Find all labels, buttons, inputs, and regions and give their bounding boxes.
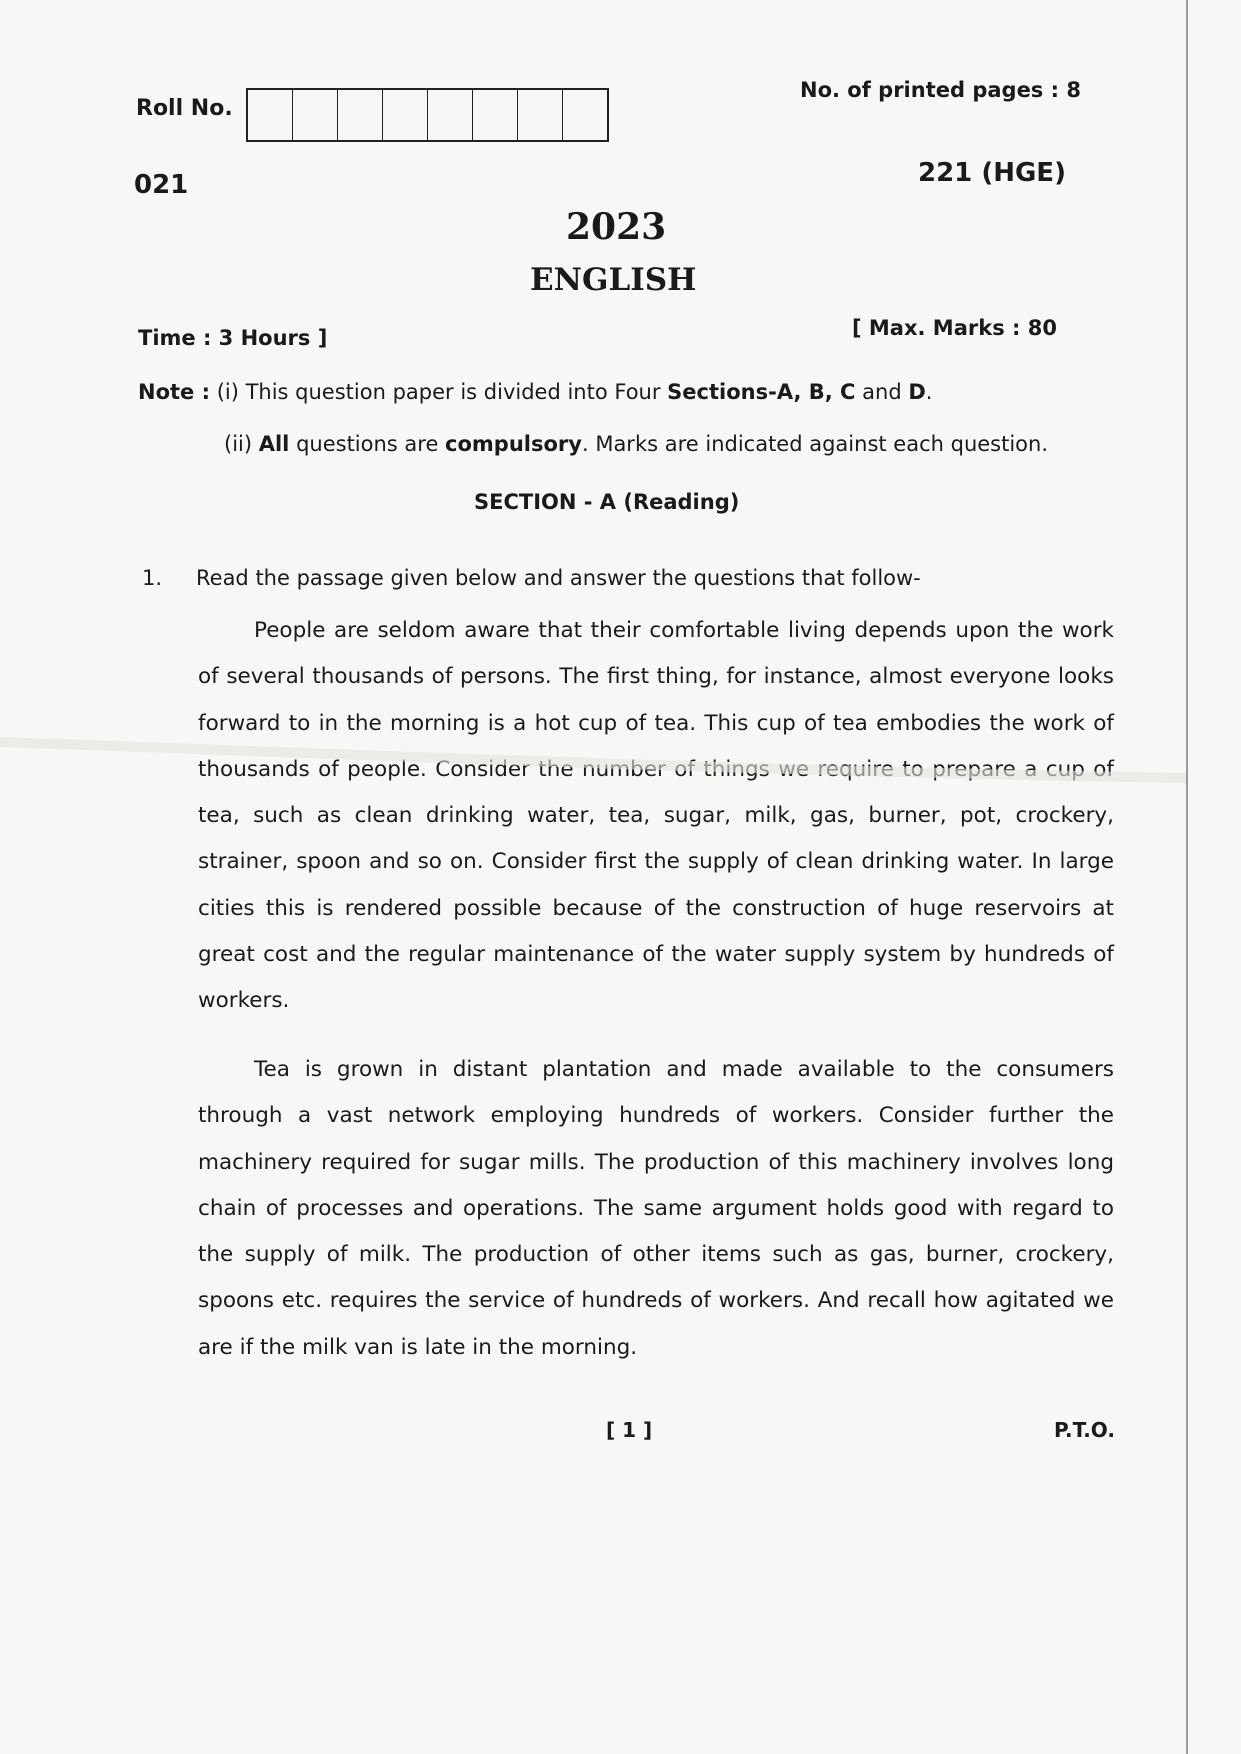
- note-2-mid: questions are: [289, 432, 446, 456]
- note-line-1: [138, 380, 932, 404]
- roll-number-label: Roll No.: [136, 96, 233, 121]
- section-a-heading: SECTION - A (Reading): [474, 490, 740, 514]
- note-line-2: [224, 432, 1048, 456]
- roll-number-box: [473, 90, 518, 140]
- please-turn-over: P.T.O.: [1054, 1418, 1115, 1442]
- paper-code: 221 (HGE): [918, 158, 1066, 188]
- passage-paragraph-2: [198, 1047, 1114, 1371]
- roll-number-box: [338, 90, 383, 140]
- paper-edge-line: [1186, 0, 1188, 1754]
- roll-number-box: [383, 90, 428, 140]
- note-1-text: (i) This question paper is divided into Four: [216, 380, 668, 404]
- exam-year: 2023: [566, 206, 667, 248]
- time-allowed: Time : 3 Hours ]: [138, 326, 328, 350]
- passage-paragraph-1: [198, 608, 1114, 1025]
- passage-paragraph-1-text: People are seldom aware that their comfortable living depends upon the work of several thousands of persons. The first thing, for instance, almost everyone looks forward to in the morning is a hot cup of tea. This cup of tea embodies the work of thousands of people. Consider the number of things we require to prepare a cup of tea, such as clean drinking water, tea, sugar, milk, gas, burner, pot, crockery, strainer, spoon and so on. Consider first the supply of clean drinking water. In large cities this is rendered possible because of the construction of huge reservoirs at great cost and the regular maintenance of the water supply system by hundreds of workers.: [198, 618, 1114, 1014]
- note-label: Note :: [138, 380, 210, 404]
- roll-number-box: [428, 90, 473, 140]
- roll-number-box: [293, 90, 338, 140]
- passage-paragraph-2-text: Tea is grown in distant plantation and made available to the consumers through a vast network employing hundreds of workers. Consider further the machinery required for sugar mills. The production of this machinery involves long chain of processes and operations. The same argument holds good with regard to the supply of milk. The production of other items such as gas, burner, crockery, spoons etc. requires the service of hundreds of workers. And recall how agitated we are if the milk van is late in the morning.: [198, 1057, 1114, 1360]
- note-2-prefix: (ii): [224, 432, 259, 456]
- roll-number-box: [518, 90, 563, 140]
- question-instruction: Read the passage given below and answer the questions that follow-: [196, 566, 921, 590]
- note-1-section-d: D: [908, 380, 926, 404]
- subject-title: ENGLISH: [530, 262, 697, 298]
- roll-number-boxes: [246, 88, 609, 142]
- exam-code: 021: [134, 170, 189, 200]
- roll-number-box: [248, 90, 293, 140]
- max-marks: [ Max. Marks : 80: [852, 316, 1057, 340]
- roll-number-box: [563, 90, 607, 140]
- page-number: [ 1 ]: [606, 1418, 653, 1442]
- question-number: 1.: [142, 566, 163, 590]
- note-1-end: .: [925, 380, 933, 404]
- note-1-sections: Sections-A, B, C: [667, 380, 856, 404]
- note-2-all: All: [258, 432, 290, 456]
- note-1-and: and: [855, 380, 909, 404]
- note-2-end: . Marks are indicated against each question.: [581, 432, 1049, 456]
- printed-pages-count: No. of printed pages : 8: [800, 78, 1081, 102]
- note-2-compulsory: compulsory: [445, 432, 582, 456]
